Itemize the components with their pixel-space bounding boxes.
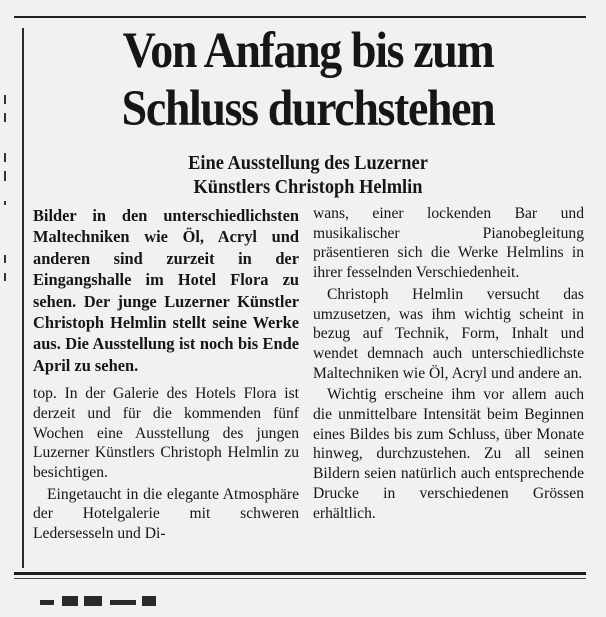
- subheadline: [50, 151, 565, 199]
- bottom-rule-thin: [14, 578, 586, 579]
- left-column: [33, 205, 299, 544]
- headline: [56, 22, 560, 138]
- bottom-rule: [14, 572, 586, 575]
- headline-line-2: Schluss durchstehen: [121, 81, 495, 137]
- right-column: [313, 204, 584, 524]
- body-paragraph-5: Wichtig erscheine ihm vor allem auch die unmittelbare Intensität beim Beginnen eines Bildes bis zum Schluss, über Monate hinweg, durchzustehen. Zu all seinen Bildern seien natürlich auch entsprechende Drucke in verschiedenen Grössen erhältlich.: [313, 386, 584, 522]
- body-paragraph-4: Christoph Helmlin versucht das umzusetzen, was ihm wichtig scheint in bezug auf Technik, Form, Inhalt und wendet demnach auch unterschiedlichste Maltechniken wie Öl, Acryl und andere an.: [313, 285, 584, 382]
- body-paragraph-1: top. In der Galerie des Hotels Flora ist derzeit und für die kommenden fünf Wochen eine Ausstellung des jungen Luzerner Künstlers Christoph Helmlin zu besichtigen.: [33, 385, 299, 482]
- body-paragraph-3: wans, einer lockenden Bar und musikalischer Pianobegleitung präsentieren sich die Werke Helmlins in ihrer fesselnden Verschiedenheit.: [313, 205, 584, 282]
- lead-paragraph: Bilder in den unterschiedlichsten Maltechniken wie Öl, Acryl und anderen sind zurzeit in der Eingangshalle im Hotel Flora zu sehen. Der junge Luzerner Künstler Christoph Helmlin stellt seine Werke aus. Die Ausstellung ist noch bis Ende April zu sehen.: [33, 206, 299, 375]
- margin-marks: [2, 95, 14, 325]
- headline-line-1: Von Anfang bis zum: [122, 23, 494, 79]
- subheadline-line-2: Künstlers Christoph Helmlin: [193, 176, 423, 198]
- left-column-rule: [22, 28, 24, 568]
- body-paragraph-2: Eingetaucht in die elegante Atmosphäre der Hotelgalerie mit schweren Ledersesseln und Di-: [33, 485, 299, 543]
- subheadline-line-1: Eine Ausstellung des Luzerner: [188, 152, 428, 174]
- cut-off-text-fragment: [40, 594, 170, 610]
- top-rule: [14, 16, 586, 18]
